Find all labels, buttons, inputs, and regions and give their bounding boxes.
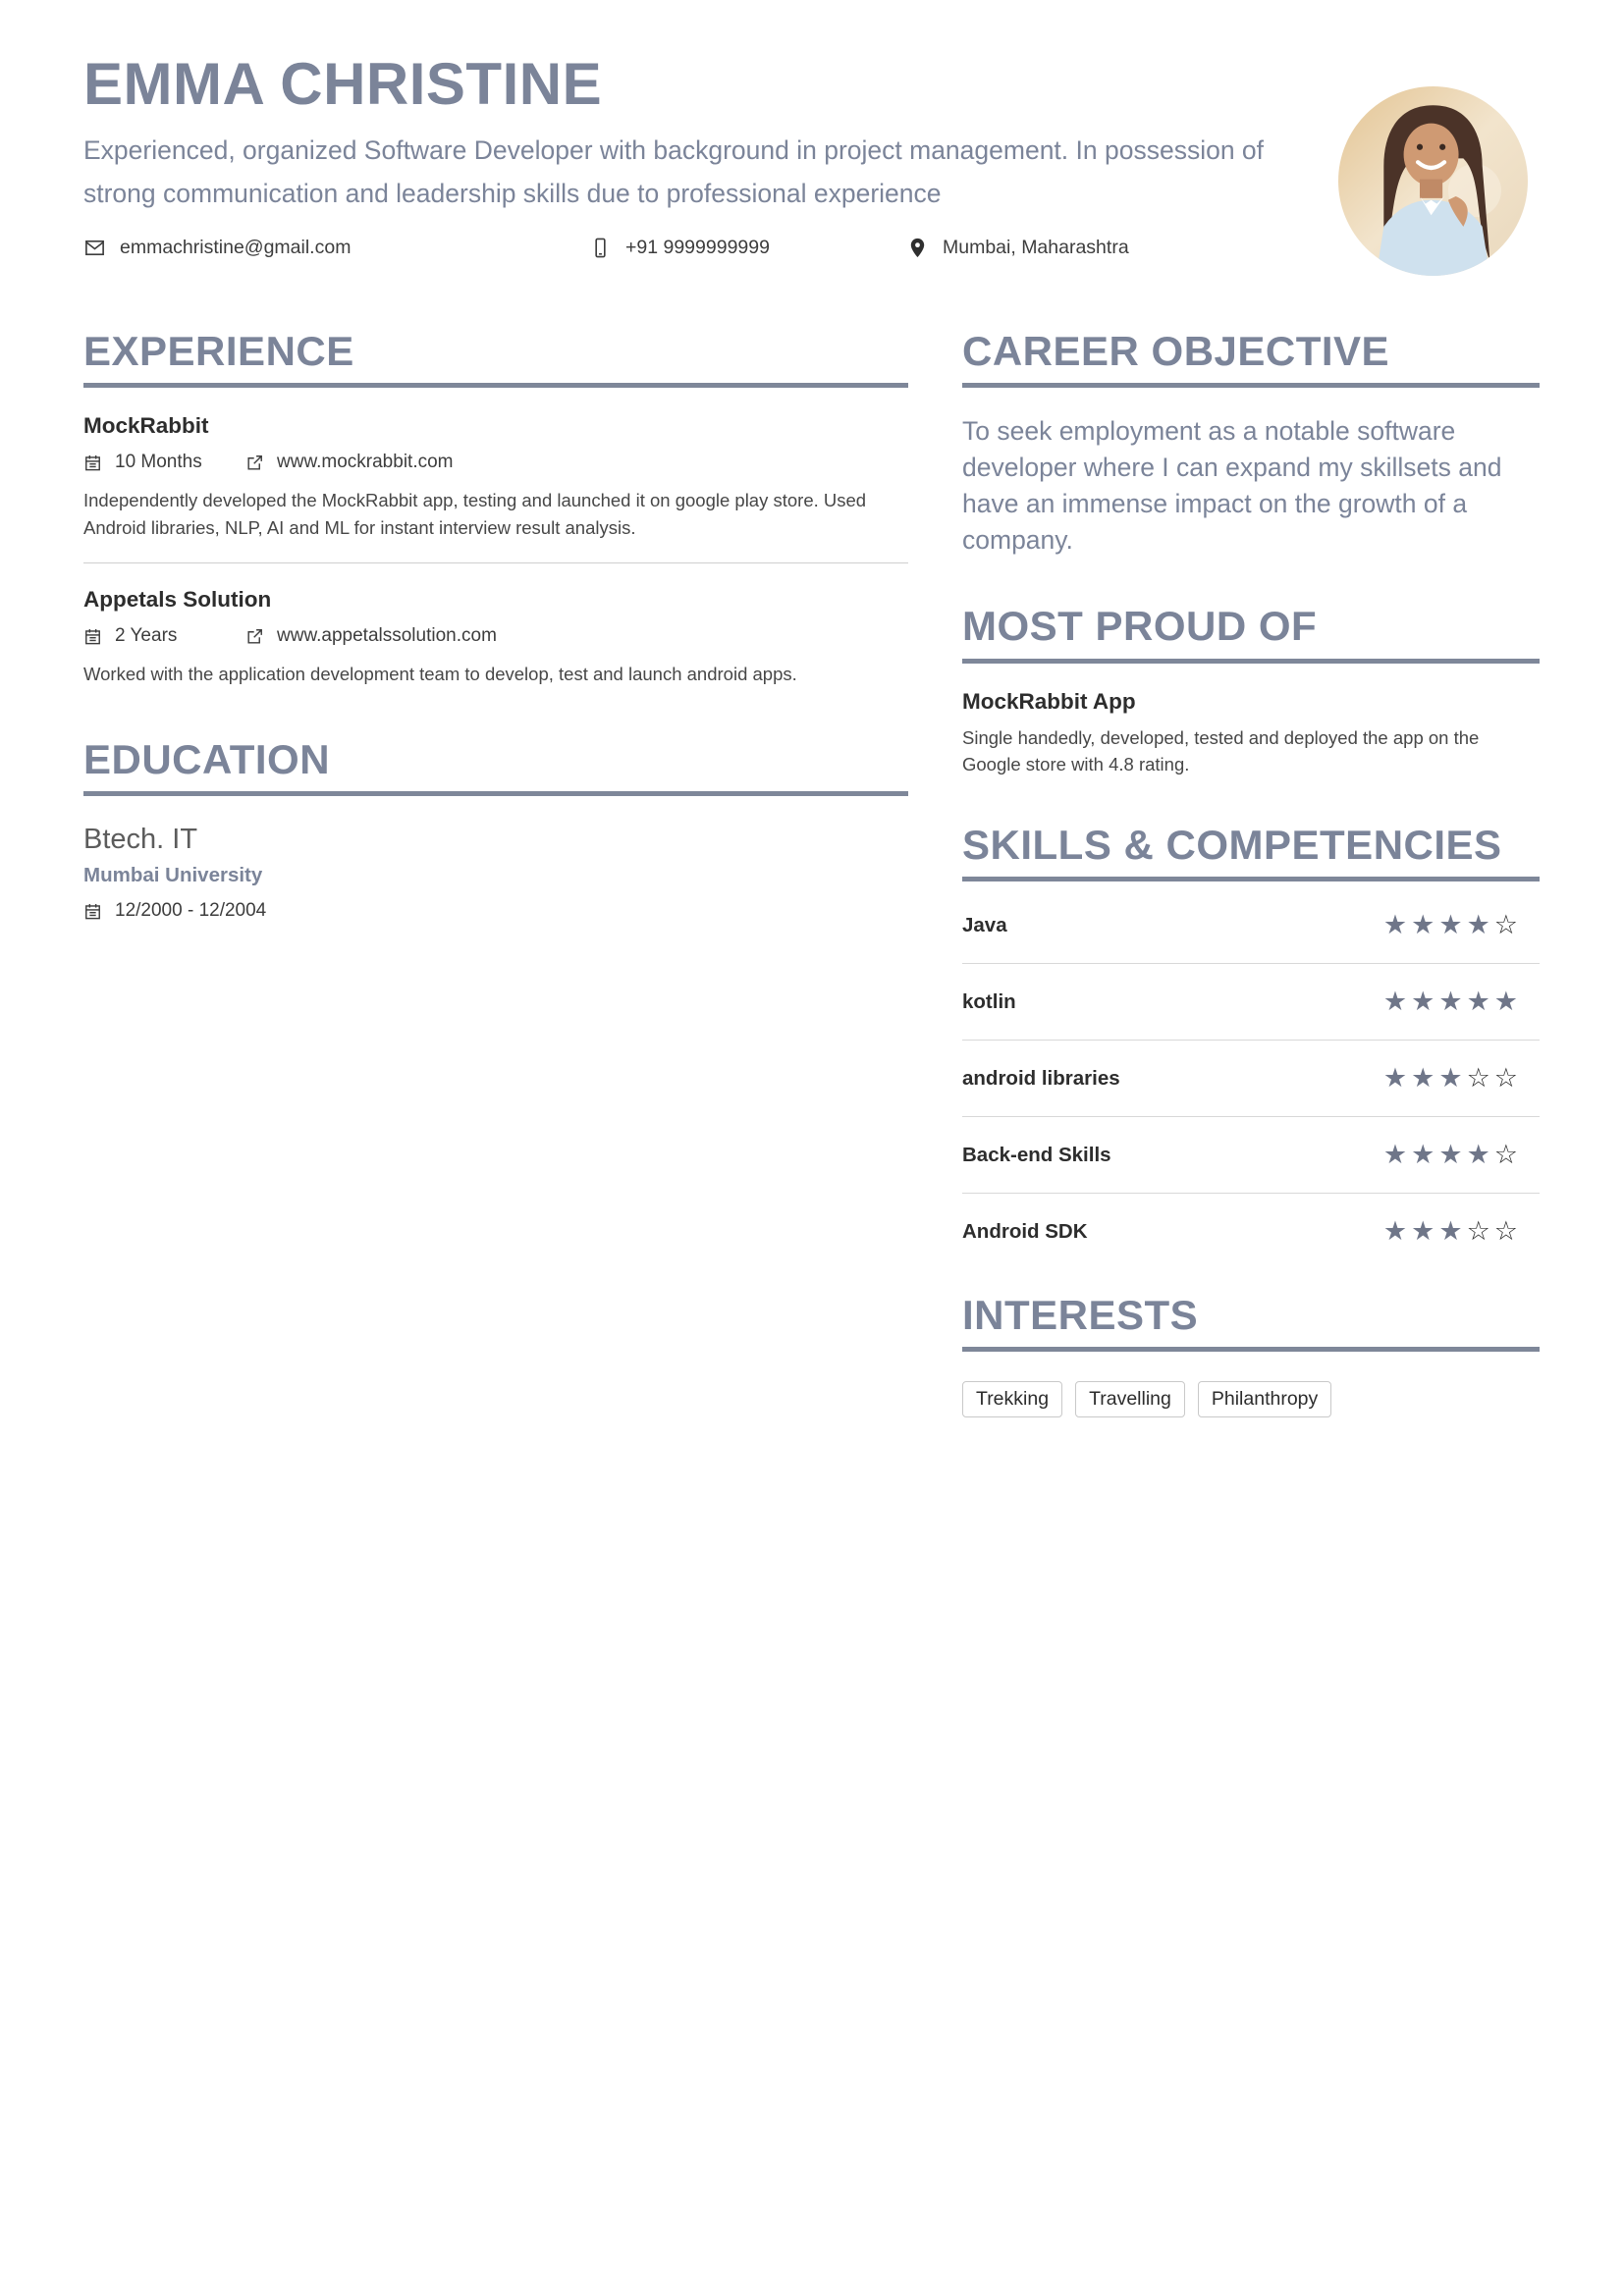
skill-rating [1383, 987, 1540, 1017]
email-icon [83, 237, 106, 259]
star-empty-icon: ☆ [1493, 1063, 1522, 1094]
interest-chips [962, 1381, 1540, 1417]
contact-email-text: emmachristine@gmail.com [120, 237, 352, 258]
experience-duration [83, 625, 245, 647]
star-filled-icon: ★ [1438, 1063, 1467, 1094]
education-degree: Btech. IT [83, 824, 198, 856]
experience-website [245, 452, 454, 473]
most-proud-of-rule [962, 659, 1540, 664]
left-column [83, 329, 908, 1417]
star-filled-icon: ★ [1411, 987, 1439, 1017]
contact-phone [589, 237, 770, 259]
experience-description: Worked with the application development team to develop, test and launch android apps. [83, 664, 797, 685]
experience-duration [83, 452, 245, 473]
star-filled-icon: ★ [1382, 1063, 1412, 1094]
calendar-icon [83, 627, 102, 646]
contact-email [83, 237, 351, 259]
experience-website [245, 625, 497, 647]
skill-rating [1383, 910, 1540, 940]
star-filled-icon: ★ [1466, 1140, 1494, 1170]
skill-rows [962, 887, 1540, 1269]
star-filled-icon: ★ [1411, 1140, 1439, 1170]
skills-section [962, 823, 1540, 1269]
contact-phone-text: +91 9999999999 [625, 237, 770, 258]
education-section [83, 737, 908, 922]
content-columns [0, 329, 1624, 1417]
star-filled-icon: ★ [1382, 910, 1412, 940]
skill-name: android libraries [962, 1066, 1120, 1090]
education-school: Mumbai University [83, 864, 263, 887]
skill-row [962, 887, 1540, 964]
experience-company: MockRabbit [83, 413, 209, 439]
proud-item-description: Single handedly, developed, tested and deployed the app on the Google store with 4.8 rating. [962, 726, 1480, 774]
experience-website-link[interactable]: www.appetalssolution.com [277, 625, 497, 647]
avatar [1338, 86, 1528, 276]
entry-divider [83, 562, 908, 563]
education-title: EDUCATION [83, 735, 331, 782]
interest-chip: Travelling [1075, 1381, 1185, 1417]
contact-row [83, 237, 1540, 274]
skill-name: kotlin [962, 989, 1016, 1013]
star-filled-icon: ★ [1382, 1216, 1412, 1247]
experience-meta [83, 452, 908, 473]
skills-title: SKILLS & COMPETENCIES [962, 821, 1502, 868]
contact-location [906, 237, 1129, 259]
star-filled-icon: ★ [1438, 910, 1467, 940]
interest-chip: Philanthropy [1198, 1381, 1331, 1417]
experience-duration-text: 2 Years [115, 625, 178, 647]
experience-title: EXPERIENCE [83, 328, 354, 374]
star-empty-icon: ☆ [1466, 1216, 1494, 1247]
experience-rule [83, 383, 908, 388]
interests-section [962, 1293, 1540, 1417]
star-filled-icon: ★ [1411, 1216, 1439, 1247]
external-link-icon [245, 454, 264, 472]
experience-description: Independently developed the MockRabbit app, testing and launched it on google play store. Used Android libraries, NLP, AI and ML for instant interview result analysis. [83, 490, 867, 538]
summary-text: Experienced, organized Software Developer with background in project management. In possession of strong communication and leadership skills due to professional experience [83, 135, 1265, 208]
external-link-icon [245, 627, 264, 646]
star-empty-icon: ☆ [1493, 910, 1522, 940]
star-filled-icon: ★ [1466, 987, 1494, 1017]
star-filled-icon: ★ [1382, 987, 1412, 1017]
education-rule [83, 791, 908, 796]
career-objective-title: CAREER OBJECTIVE [962, 328, 1390, 374]
most-proud-of-title: MOST PROUD OF [962, 603, 1318, 650]
education-dates [83, 900, 908, 922]
skills-rule [962, 877, 1540, 881]
experience-meta [83, 625, 908, 647]
skill-rating [1383, 1140, 1540, 1170]
star-filled-icon: ★ [1382, 1140, 1412, 1170]
experience-section [83, 329, 908, 688]
interest-chip: Trekking [962, 1381, 1062, 1417]
career-objective-section [962, 329, 1540, 559]
skill-rating [1383, 1216, 1540, 1247]
star-filled-icon: ★ [1438, 1216, 1467, 1247]
skill-row [962, 1194, 1540, 1269]
most-proud-of-section [962, 604, 1540, 776]
star-filled-icon: ★ [1411, 1063, 1439, 1094]
calendar-icon [83, 454, 102, 472]
career-objective-rule [962, 383, 1540, 388]
star-filled-icon: ★ [1438, 1140, 1467, 1170]
star-filled-icon: ★ [1438, 987, 1467, 1017]
star-empty-icon: ☆ [1493, 1140, 1522, 1170]
experience-website-link[interactable]: www.mockrabbit.com [277, 452, 454, 473]
contact-location-text: Mumbai, Maharashtra [943, 237, 1129, 258]
page-title: EMMA CHRISTINE [83, 51, 603, 117]
career-objective-text: To seek employment as a notable software developer where I can expand my skillsets and have an immense impact on the growth of a company. [962, 416, 1502, 556]
right-column [962, 329, 1540, 1417]
star-empty-icon: ☆ [1466, 1063, 1494, 1094]
skill-row [962, 1117, 1540, 1194]
education-dates-text: 12/2000 - 12/2004 [115, 900, 267, 922]
calendar-icon [83, 902, 102, 921]
skill-name: Java [962, 913, 1007, 936]
skill-rating [1383, 1063, 1540, 1094]
skill-row [962, 1041, 1540, 1117]
phone-icon [589, 237, 612, 259]
proud-item-title: MockRabbit App [962, 688, 1136, 714]
experience-entry [83, 413, 908, 563]
star-filled-icon: ★ [1493, 987, 1522, 1017]
star-filled-icon: ★ [1466, 910, 1494, 940]
experience-duration-text: 10 Months [115, 452, 202, 473]
skill-name: Android SDK [962, 1219, 1088, 1243]
experience-entry [83, 587, 908, 688]
star-empty-icon: ☆ [1493, 1216, 1522, 1247]
skill-name: Back-end Skills [962, 1143, 1111, 1166]
experience-company: Appetals Solution [83, 587, 272, 613]
interests-title: INTERESTS [962, 1292, 1199, 1339]
interests-rule [962, 1347, 1540, 1352]
location-pin-icon [906, 237, 929, 259]
star-filled-icon: ★ [1411, 910, 1439, 940]
skill-row [962, 964, 1540, 1041]
